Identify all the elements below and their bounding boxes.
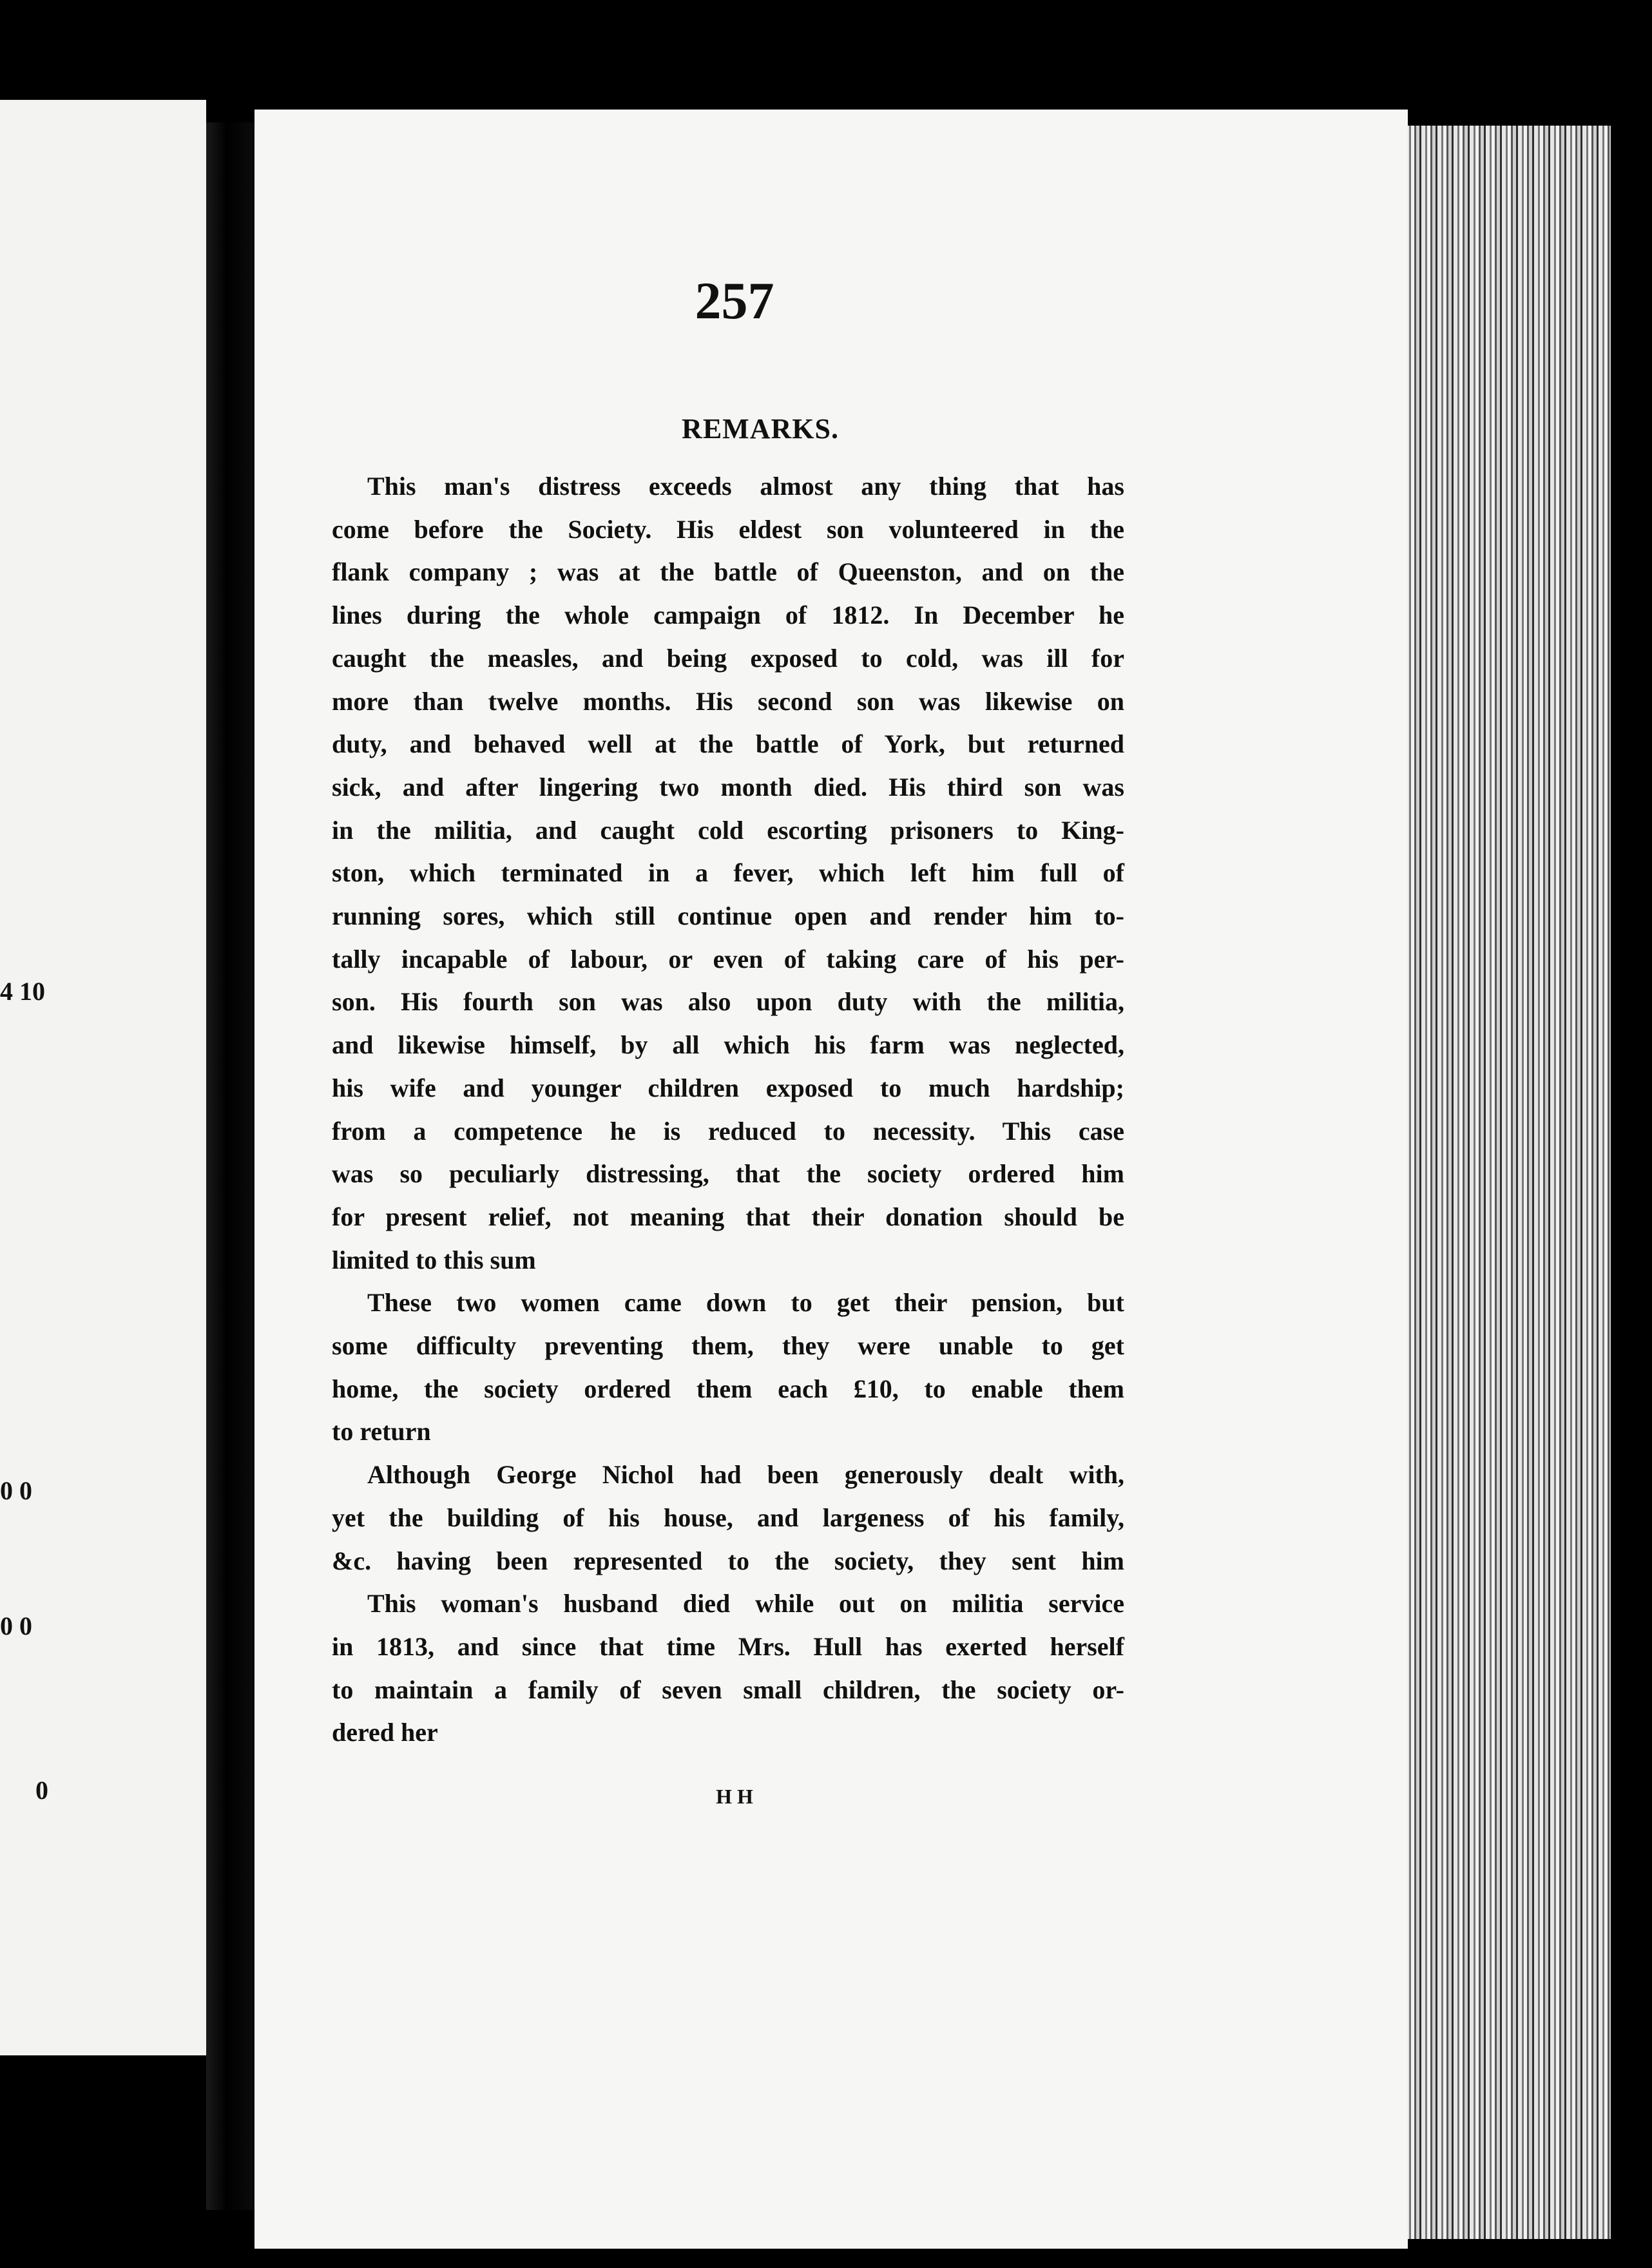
text-line: caught the measles, and being exposed to cold, was ill for — [332, 643, 1124, 673]
text-line: This man's distress exceeds almost any thing that has — [367, 472, 1124, 501]
left-page-amount: 0 0 — [0, 1611, 32, 1640]
text-line: limited to this sum — [332, 1245, 536, 1274]
text-line: ston, which terminated in a fever, which left him full of — [332, 858, 1124, 888]
text-line: son. His fourth son was also upon duty with the militia, — [332, 987, 1124, 1017]
remarks-heading: REMARKS. — [682, 413, 839, 445]
text-line: yet the building of his house, and largeness of his family, — [332, 1503, 1124, 1532]
text-line: to return — [332, 1417, 431, 1446]
text-line: his wife and younger children exposed to much hardship; — [332, 1073, 1124, 1102]
remarks-paragraph — [332, 1582, 1124, 1754]
remarks-text — [332, 465, 1124, 1754]
text-line: duty, and behaved well at the battle of York, but returned — [332, 729, 1124, 759]
book-gutter — [206, 122, 258, 2210]
text-line: come before the Society. His eldest son volunteered in the — [332, 514, 1124, 544]
text-line: more than twelve months. His second son was likewise on — [332, 686, 1124, 716]
text-line: was so peculiarly distressing, that the society ordered him — [332, 1159, 1124, 1189]
text-line: in the militia, and caught cold escorting prisoners to King- — [332, 815, 1124, 845]
text-line: Although George Nichol had been generously dealt with, — [367, 1460, 1124, 1490]
text-line: These two women came down to get their pension, but — [367, 1288, 1124, 1318]
remarks-paragraph — [332, 465, 1124, 1282]
remarks-paragraph — [332, 1282, 1124, 1454]
text-line: for present relief, not meaning that their donation should be — [332, 1202, 1124, 1231]
left-page-amount: 0 0 — [0, 1476, 32, 1505]
left-page-amount: 4 10 — [0, 977, 45, 1006]
left-page — [0, 100, 206, 2055]
signature-mark: H H — [716, 1785, 753, 1808]
text-line: from a competence he is reduced to necessity. This case — [332, 1116, 1124, 1146]
text-line: This woman's husband died while out on militia service — [367, 1589, 1124, 1619]
text-line: some difficulty preventing them, they were unable to get — [332, 1331, 1124, 1361]
text-line: running sores, which still continue open and render him to- — [332, 901, 1124, 931]
text-line: in 1813, and since that time Mrs. Hull has exerted herself — [332, 1631, 1124, 1661]
remarks-paragraph — [332, 1454, 1124, 1582]
text-line: home, the society ordered them each £10, to enable them — [332, 1374, 1124, 1403]
left-page-amount: 0 — [35, 1776, 48, 1805]
text-line: to maintain a family of seven small children, the society or- — [332, 1675, 1124, 1704]
text-line: &c. having been represented to the society, they sent him — [332, 1546, 1124, 1575]
text-line: lines during the whole campaign of 1812. In December he — [332, 601, 1124, 630]
text-line: sick, and after lingering two month died. His third son was — [332, 772, 1124, 802]
text-line: and likewise himself, by all which his farm was neglected, — [332, 1030, 1124, 1060]
page-edges — [1395, 126, 1611, 2239]
text-line: tally incapable of labour, or even of taking care of his per- — [332, 944, 1124, 974]
text-line: flank company ; was at the battle of Queenston, and on the — [332, 557, 1124, 587]
page-number: 257 — [695, 271, 774, 330]
text-line: dered her — [332, 1718, 438, 1747]
